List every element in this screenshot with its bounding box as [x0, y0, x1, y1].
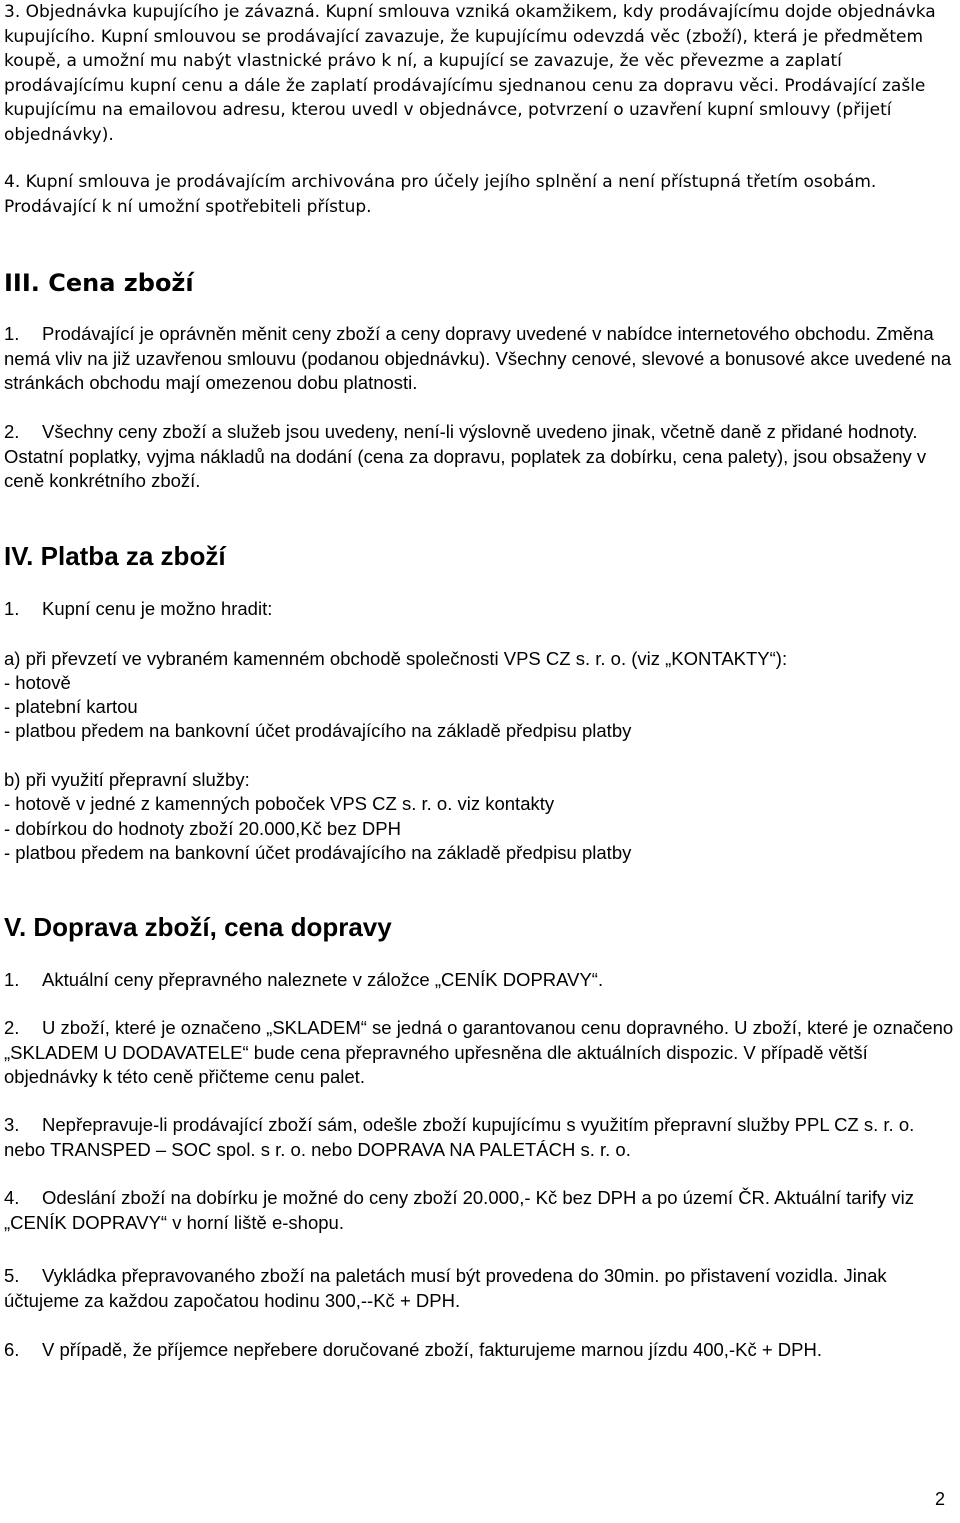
shipping-item-4	[4, 1186, 954, 1235]
shipping-item-2	[4, 1016, 954, 1090]
item-text: Odeslání zboží na dobírku je možné do ceny zboží 20.000,- Kč bez DPH a po území ČR. Aktuální tarify viz „CENÍK DOPRAVY“ v horní liště e-shopu.	[4, 1187, 914, 1233]
item-text: Kupní cenu je možno hradit:	[42, 598, 273, 619]
payment-option-b-item: - dobírkou do hodnoty zboží 20.000,Kč bez DPH	[4, 818, 401, 839]
payment-intro	[4, 597, 272, 621]
item-number: 1.	[4, 969, 20, 990]
payment-option-a-title: a) při převzetí ve vybraném kamenném obchodě společnosti VPS CZ s. r. o. (viz „KONTAKTY“):	[4, 648, 788, 669]
price-item-2	[4, 420, 954, 494]
item-number: 1.	[4, 323, 20, 344]
item-number: 6.	[4, 1339, 20, 1360]
paragraph-order-binding: 3. Objednávka kupujícího je závazná. Kupní smlouva vzniká okamžikem, kdy prodávajícímu dojde objednávka kupujícího. Kupní smlouvou se prodávající zavazuje, že kupujícímu odevzdá věc (zboží), která je předmětem koupě, a umožní mu nabýt vlastnické právo k ní, a kupující se zavazuje, že věc převezme a zaplatí prodávajícímu kupní cenu a dále že zaplatí prodávajícímu sjednanou cenu za dopravu věci. Prodávající zašle kupujícímu na emailovou adresu, kterou uvedl v objednávce, potvrzení o uzavření kupní smlouvy (přijetí objednávky).	[4, 2, 936, 145]
payment-option-a-item: - platební kartou	[4, 696, 138, 717]
payment-option-a-item: - hotově	[4, 672, 71, 693]
item-text: Všechny ceny zboží a služeb jsou uvedeny, není-li výslovně uvedeno jinak, včetně daně z přidané hodnoty. Ostatní poplatky, vyjma nákladů na dodání (cena za dopravu, poplatek za dobírku, cena palety), jsou obsaženy v ceně konkrétního zboží.	[4, 421, 927, 491]
item-text: Prodávající je oprávněn měnit ceny zboží a ceny dopravy uvedené v nabídce internetového obchodu. Změna nemá vliv na již uzavřenou smlouvu (podanou objednávku). Všechny cenové, slevové a bonusové akce uvedené na stránkách obchodu mají omezenou dobu platnosti.	[4, 323, 952, 393]
price-item-1	[4, 322, 954, 396]
item-text: V případě, že příjemce nepřebere doručované zboží, fakturujeme marnou jízdu 400,-Kč + DPH.	[42, 1339, 822, 1360]
heading-price: III. Cena zboží	[4, 269, 194, 297]
item-number: 2.	[4, 1017, 20, 1038]
item-number: 5.	[4, 1265, 20, 1286]
item-number: 4.	[4, 1187, 20, 1208]
shipping-item-3	[4, 1113, 954, 1162]
payment-option-a-item: - platbou předem na bankovní účet prodávajícího na základě předpisu platby	[4, 720, 632, 741]
item-number: 3.	[4, 1114, 20, 1135]
payment-option-b-title: b) při využití přepravní služby:	[4, 769, 250, 790]
item-text: U zboží, které je označeno „SKLADEM“ se jedná o garantovanou cenu dopravného. U zboží, které je označeno „SKLADEM U DODAVATELE“ bude cena přepravného upřesněna dle aktuálních dispozic. V případě větší objednávky k této ceně přičteme cenu palet.	[4, 1017, 954, 1087]
item-number: 2.	[4, 421, 20, 442]
heading-payment: IV. Platba za zboží	[4, 541, 226, 571]
shipping-item-1	[4, 968, 954, 993]
shipping-item-5	[4, 1264, 954, 1313]
item-text: Nepřepravuje-li prodávající zboží sám, odešle zboží kupujícímu s využitím přepravní služby PPL CZ s. r. o. nebo TRANSPED – SOC spol. s r. o. nebo DOPRAVA NA PALETÁCH s. r. o.	[4, 1114, 915, 1160]
payment-option-b-item: - hotově v jedné z kamenných poboček VPS CZ s. r. o. viz kontakty	[4, 793, 555, 814]
heading-shipping: V. Doprava zboží, cena dopravy	[4, 912, 392, 942]
item-text: Vykládka přepravovaného zboží na paletách musí být provedena do 30min. po přistavení vozidla. Jinak účtujeme za každou započatou hodinu 300,--Kč + DPH.	[4, 1265, 887, 1311]
item-text: Aktuální ceny přepravného naleznete v záložce „CENÍK DOPRAVY“.	[42, 969, 604, 990]
shipping-item-6	[4, 1338, 954, 1363]
paragraph-contract-archived: 4. Kupní smlouva je prodávajícím archivována pro účely jejího splnění a není přístupná třetím osobám. Prodávající k ní umožní spotřebiteli přístup.	[4, 172, 877, 217]
item-number: 1.	[4, 598, 20, 619]
page-number: 2	[935, 1489, 946, 1509]
payment-option-b-item: - platbou předem na bankovní účet prodávajícího na základě předpisu platby	[4, 842, 632, 863]
